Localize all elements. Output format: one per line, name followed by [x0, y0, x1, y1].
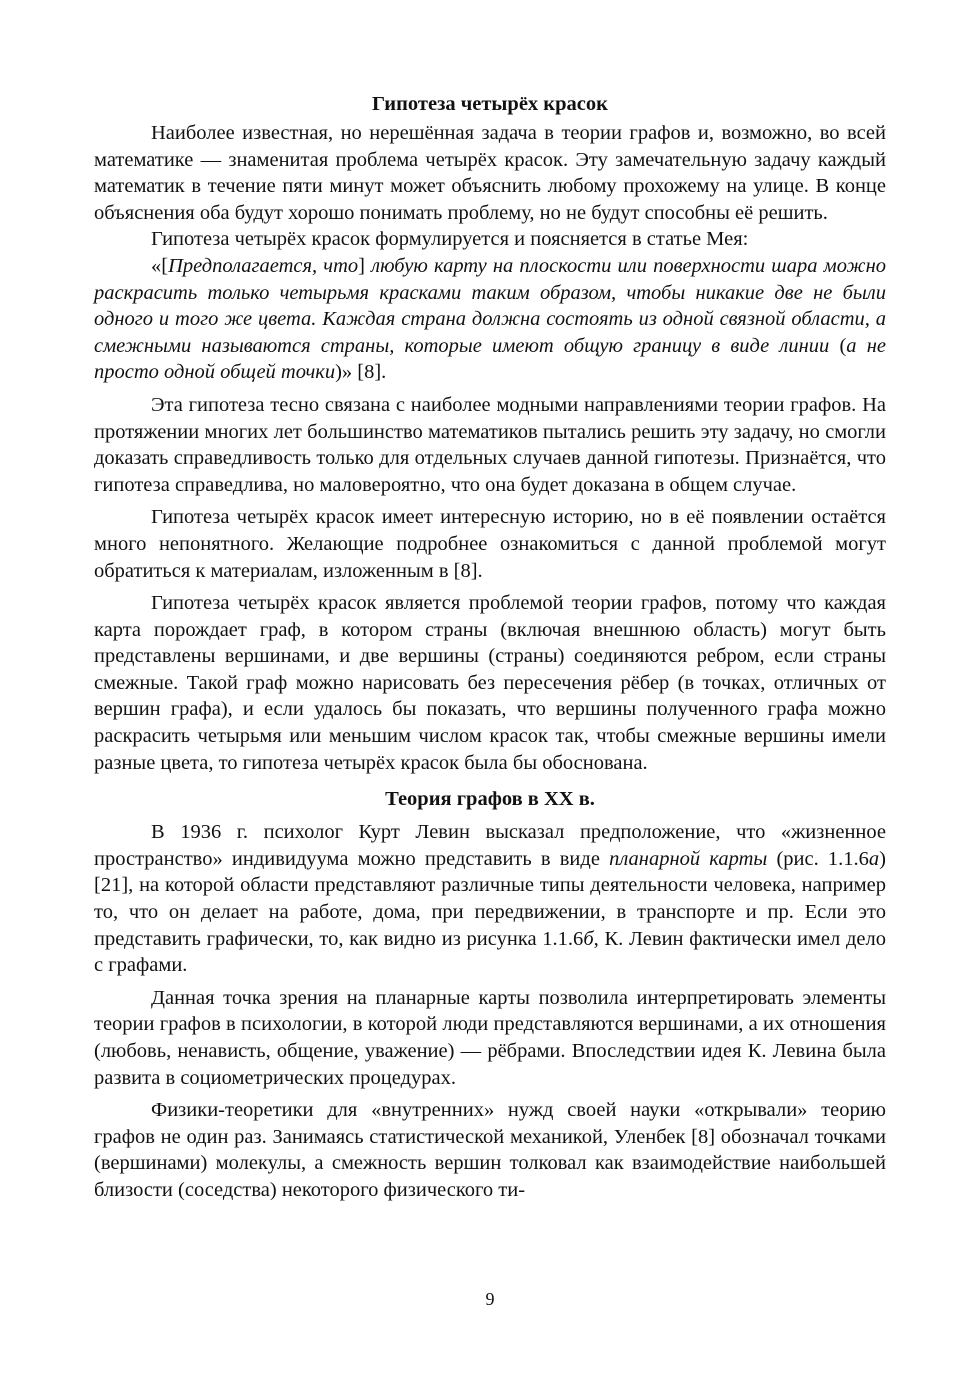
quote-end-citation: )» [8]. [335, 361, 387, 384]
lewin-text-c: ) [21], на которой области представляют различные типы деятельности человека, например то, что он делает на работе, дома, при передвижении, в транспорте и пр. Если это представить графически, то, как видно из рисунка 1.1.6 [94, 847, 886, 950]
lewin-text-b: (рис. 1.1.6 [767, 847, 869, 870]
section-title-twentieth-century: Теория графов в XX в. [385, 788, 595, 811]
lewin-text-a: В 1936 г. психолог Курт Левин высказал предположение, что «жизненное пространство» индивидуума можно представить в виде [94, 821, 886, 870]
paragraph-history: Гипотеза четырёх красок имеет интересную историю, но в её появлении остаётся много непонятного. Желающие подробнее ознакомиться с данной проблемой могут обратиться к материалам, изложенным в [8]. [94, 506, 886, 582]
lewin-text-d: , К. Левин фактически имел дело с графами. [94, 927, 886, 977]
section-title-four-colors: Гипотеза четырёх красок [372, 93, 608, 115]
quote-italic-body: любую карту на плоскости или поверхности шара можно раскрасить только четырьмя красками таким образом, чтобы никакие две не были одного и того же цвета. Каждая страна должна состоять из одной связной области, а смежными называются страны, которые имеют общую границу в виде линии [94, 254, 886, 357]
paragraph-intro: Наиболее известная, но нерешённая задача в теории графов и, возможно, во всей математике — знаменитая проблема четырёх красок. Эту замечательную задачу каждый математик в течение пяти минут может объяснить любому прохожему на улице. В конце объяснения оба будут хорошо понимать проблему, но не будут способны её решить. [94, 122, 886, 224]
page-number: 9 [485, 1289, 495, 1309]
quote-open-paren: ( [829, 334, 847, 357]
paragraph-graph-problem: Гипотеза четырёх красок является проблемой теории графов, потому что каждая карта порождает граф, в котором страны (включая внешнюю область) могут быть представлены вершинами, и две вершины (страны) соединяются ребром, если страны смежные. Такой граф можно нарисовать без пересечения рёбер (в точках, отличных от вершин графа), и если удалось бы показать, что вершины полученного графа можно раскрасить четырьмя или меньшим числом красок так, чтобы смежные вершины имели разные цвета, то гипотеза четырёх красок была бы обоснована. [94, 592, 886, 774]
quote-open: «[ [151, 254, 169, 277]
paragraph-hypothesis-relation: Эта гипотеза тесно связана с наиболее модными направлениями теории графов. На протяжении многих лет большинство математиков пытались решить эту задачу, но смогли доказать справедливость только для отдельных случаев данной гипотезы. Признаётся, что гипотеза справедлива, но маловероятно, что она будет доказана в общем случае. [94, 393, 886, 496]
paragraph-lewin [94, 819, 886, 979]
quote-italic-supposed: Предполагается, что [168, 254, 359, 277]
lewin-italic-b: б [583, 927, 594, 950]
quote-paragraph [94, 253, 886, 386]
quote-italic-point: а не просто одной общей точки [94, 334, 886, 384]
paragraph-physics: Физики-теоретики для «внутренних» нужд своей науки «открывали» теорию графов не один раз. Занимаясь статистической механикой, Уленбек [8] обозначал точками (вершинами) молекулы, а смежность вершин толковал как взаимодействие наибольшей близости (соседства) некоторого физического ти- [94, 1099, 886, 1201]
lewin-italic-planar-map: планарной карты [609, 847, 768, 870]
quote-close-bracket: ] [358, 254, 372, 277]
page-content [94, 90, 886, 1204]
lewin-italic-a: а [868, 847, 880, 870]
paragraph-psychology: Данная точка зрения на планарные карты позволила интерпретировать элементы теории графов в психологии, в которой люди представляются вершинами, а их отношения (любовь, ненависть, общение, уважение) — рёбрами. Впоследствии идея К. Левина была развита в социометрических процедурах. [94, 986, 886, 1089]
paragraph-may-lead: Гипотеза четырёх красок формулируется и поясняется в статье Мея: [151, 228, 749, 251]
